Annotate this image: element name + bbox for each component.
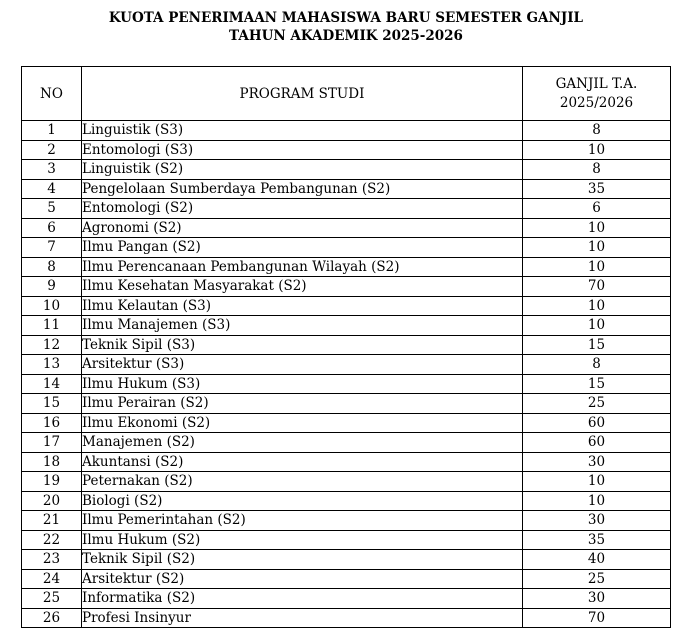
table-row	[22, 121, 671, 141]
table-row	[22, 160, 671, 180]
header-no: NO	[22, 67, 82, 121]
header-ganjil-line2: 2025/2026	[559, 94, 634, 111]
program-studi-cell: Entomologi (S3)	[82, 140, 523, 160]
row-number-cell: 18	[22, 452, 82, 472]
row-number-cell: 22	[22, 530, 82, 550]
quota-cell: 8	[523, 121, 671, 141]
row-number-cell: 5	[22, 199, 82, 219]
table-row	[22, 316, 671, 336]
table-row	[22, 140, 671, 160]
program-studi-cell: Manajemen (S2)	[82, 433, 523, 453]
row-number-cell: 14	[22, 374, 82, 394]
table-row	[22, 199, 671, 219]
table-row	[22, 472, 671, 492]
program-studi-cell: Ilmu Hukum (S2)	[82, 530, 523, 550]
header-ganjil	[523, 67, 671, 121]
row-number-cell: 13	[22, 355, 82, 375]
table-row	[22, 491, 671, 511]
table-row	[22, 374, 671, 394]
program-studi-cell: Profesi Insinyur	[82, 608, 523, 628]
document-title: KUOTA PENERIMAAN MAHASISWA BARU SEMESTER GANJIL	[108, 10, 584, 26]
row-number-cell: 24	[22, 569, 82, 589]
row-number-cell: 3	[22, 160, 82, 180]
row-number-cell: 11	[22, 316, 82, 336]
table-row	[22, 530, 671, 550]
quota-cell: 30	[523, 452, 671, 472]
header-ganjil-line1: GANJIL T.A.	[555, 75, 638, 92]
table-row	[22, 179, 671, 199]
quota-cell: 70	[523, 608, 671, 628]
program-studi-cell: Ilmu Manajemen (S3)	[82, 316, 523, 336]
program-studi-cell: Agronomi (S2)	[82, 218, 523, 238]
quota-cell: 10	[523, 257, 671, 277]
quota-table	[21, 66, 671, 628]
table-row	[22, 218, 671, 238]
program-studi-cell: Ilmu Perencanaan Pembangunan Wilayah (S2)	[82, 257, 523, 277]
program-studi-cell: Teknik Sipil (S3)	[82, 335, 523, 355]
table-row	[22, 296, 671, 316]
table-row	[22, 257, 671, 277]
row-number-cell: 19	[22, 472, 82, 492]
program-studi-cell: Ilmu Pemerintahan (S2)	[82, 511, 523, 531]
program-studi-cell: Informatika (S2)	[82, 589, 523, 609]
row-number-cell: 12	[22, 335, 82, 355]
program-studi-cell: Entomologi (S2)	[82, 199, 523, 219]
program-studi-cell: Akuntansi (S2)	[82, 452, 523, 472]
row-number-cell: 9	[22, 277, 82, 297]
table-row	[22, 355, 671, 375]
table-row	[22, 511, 671, 531]
row-number-cell: 2	[22, 140, 82, 160]
table-row	[22, 238, 671, 258]
quota-cell: 10	[523, 238, 671, 258]
table-row	[22, 277, 671, 297]
program-studi-cell: Peternakan (S2)	[82, 472, 523, 492]
table-row	[22, 608, 671, 628]
row-number-cell: 17	[22, 433, 82, 453]
row-number-cell: 1	[22, 121, 82, 141]
program-studi-cell: Teknik Sipil (S2)	[82, 550, 523, 570]
quota-cell: 35	[523, 179, 671, 199]
program-studi-cell: Linguistik (S2)	[82, 160, 523, 180]
program-studi-cell: Ilmu Kelautan (S3)	[82, 296, 523, 316]
program-studi-cell: Arsitektur (S3)	[82, 355, 523, 375]
quota-cell: 35	[523, 530, 671, 550]
program-studi-cell: Pengelolaan Sumberdaya Pembangunan (S2)	[82, 179, 523, 199]
row-number-cell: 10	[22, 296, 82, 316]
program-studi-cell: Biologi (S2)	[82, 491, 523, 511]
quota-cell: 10	[523, 296, 671, 316]
quota-cell: 10	[523, 472, 671, 492]
program-studi-cell: Ilmu Hukum (S3)	[82, 374, 523, 394]
quota-cell: 8	[523, 160, 671, 180]
quota-cell: 30	[523, 511, 671, 531]
table-row	[22, 433, 671, 453]
program-studi-cell: Arsitektur (S2)	[82, 569, 523, 589]
document-subtitle: TAHUN AKADEMIK 2025-2026	[229, 28, 463, 44]
quota-cell: 40	[523, 550, 671, 570]
row-number-cell: 7	[22, 238, 82, 258]
quota-cell: 6	[523, 199, 671, 219]
table-row	[22, 589, 671, 609]
header-program-studi: PROGRAM STUDI	[82, 67, 523, 121]
quota-cell: 10	[523, 140, 671, 160]
quota-cell: 15	[523, 374, 671, 394]
program-studi-cell: Linguistik (S3)	[82, 121, 523, 141]
table-row	[22, 394, 671, 414]
program-studi-cell: Ilmu Kesehatan Masyarakat (S2)	[82, 277, 523, 297]
row-number-cell: 8	[22, 257, 82, 277]
row-number-cell: 15	[22, 394, 82, 414]
table-row	[22, 550, 671, 570]
program-studi-cell: Ilmu Perairan (S2)	[82, 394, 523, 414]
quota-cell: 70	[523, 277, 671, 297]
program-studi-cell: Ilmu Ekonomi (S2)	[82, 413, 523, 433]
quota-cell: 15	[523, 335, 671, 355]
row-number-cell: 21	[22, 511, 82, 531]
quota-cell: 8	[523, 355, 671, 375]
quota-cell: 25	[523, 394, 671, 414]
row-number-cell: 4	[22, 179, 82, 199]
row-number-cell: 20	[22, 491, 82, 511]
row-number-cell: 26	[22, 608, 82, 628]
quota-cell: 10	[523, 316, 671, 336]
row-number-cell: 25	[22, 589, 82, 609]
row-number-cell: 16	[22, 413, 82, 433]
quota-cell: 30	[523, 589, 671, 609]
row-number-cell: 6	[22, 218, 82, 238]
quota-cell: 25	[523, 569, 671, 589]
table-row	[22, 413, 671, 433]
table-row	[22, 569, 671, 589]
table-body	[22, 121, 671, 628]
quota-cell: 10	[523, 491, 671, 511]
quota-cell: 10	[523, 218, 671, 238]
table-row	[22, 452, 671, 472]
quota-cell: 60	[523, 433, 671, 453]
table-header-row	[22, 67, 671, 121]
quota-cell: 60	[523, 413, 671, 433]
table-row	[22, 335, 671, 355]
program-studi-cell: Ilmu Pangan (S2)	[82, 238, 523, 258]
row-number-cell: 23	[22, 550, 82, 570]
